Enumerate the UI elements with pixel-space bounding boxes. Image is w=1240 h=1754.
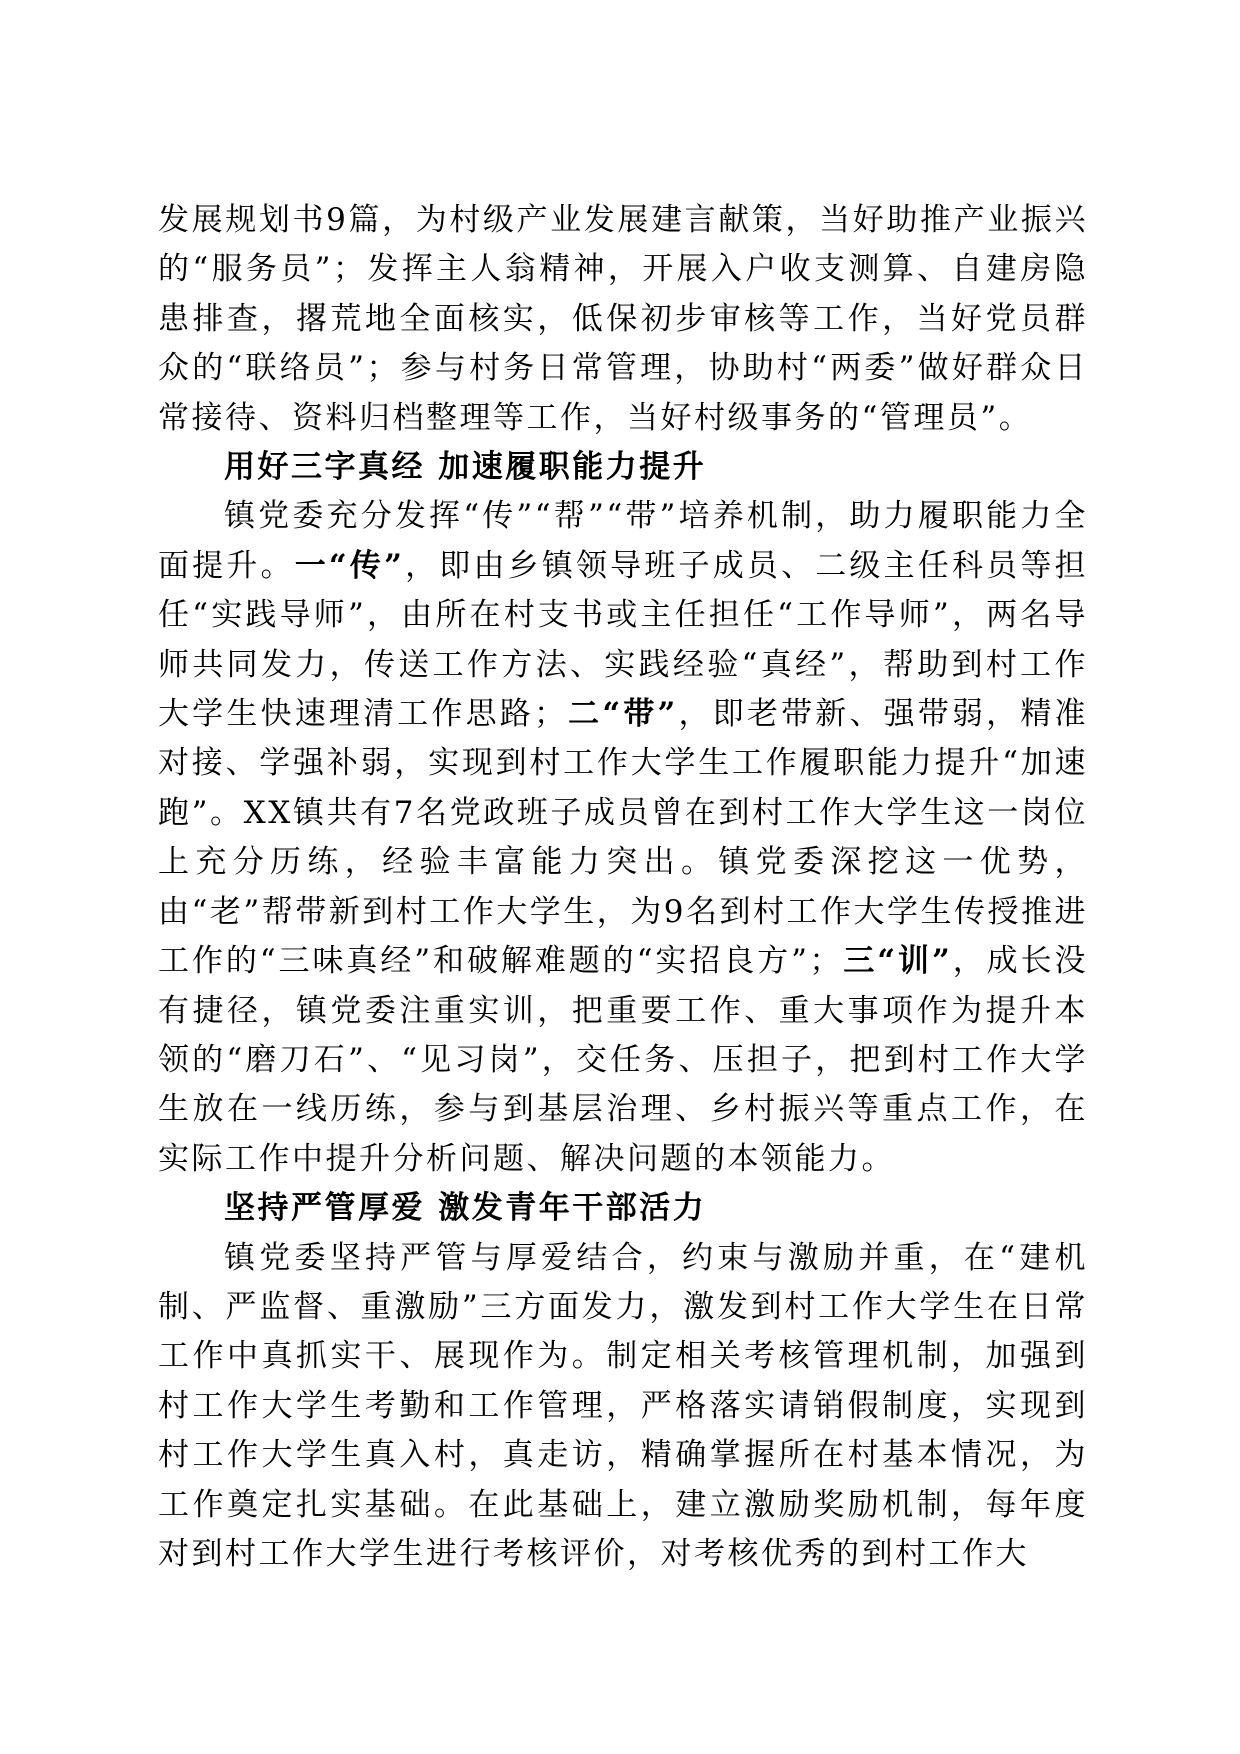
paragraph-mentoring-intro: 镇党委充分发挥“传”“帮”“带”培养机制，助力履职能力全面提升。 <box>158 498 1088 584</box>
bold-keyword-xun: 三“训” <box>842 943 953 980</box>
paragraph-mentoring-text-2: ，即老带新、强带弱，精准对接、学强补弱，实现到村工作大学生工作履职能力提升“加速跑”。XX镇共有7名党政班子成员曾在到村工作大学生这一岗位上充分历练，经验丰富能力突出。镇党委深挖这一优势，由“老”帮带新到村工作大学生，为9名到村工作大学生传授推进工作的“三味真经”和破解难题的“实招良方”； <box>158 696 1089 980</box>
paragraph-mentoring-text-1: ，即由乡镇领导班子成员、二级主任科员等担任“实践导师”，由所在村支书或主任担任“工作导师”，两名导师共同发力，传送工作方法、实践经验“真经”，帮助到村工作大学生快速理清工作思路； <box>158 547 1088 733</box>
bold-keyword-chuan: 一“传” <box>294 547 405 584</box>
paragraph-mentoring <box>158 492 1088 1184</box>
section-heading-three-words: 用好三字真经 加速履职能力提升 <box>224 449 707 486</box>
document-body <box>158 196 1088 1579</box>
paragraph-services: 发展规划书9篇，为村级产业发展建言献策，当好助推产业振兴的“服务员”；发挥主人翁精神，开展入户收支测算、自建房隐患排查，撂荒地全面核实，低保初步审核等工作，当好党员群众的“联络员”；参与村务日常管理，协助村“两委”做好群众日常接待、资料归档整理等工作，当好村级事务的“管理员”。 <box>158 202 1088 436</box>
section-heading-strict-management: 坚持严管厚爱 激发青年干部活力 <box>224 1190 707 1227</box>
paragraph-mentoring-text-3: ，成长没有捷径，镇党委注重实训，把重要工作、重大事项作为提升本领的“磨刀石”、“见习岗”，交任务、压担子，把到村工作大学生放在一线历练，参与到基层治理、乡村振兴等重点工作，在实际工作中提升分析问题、解决问题的本领能力。 <box>158 943 1089 1177</box>
bold-keyword-dai: 二“带” <box>567 696 678 733</box>
paragraph-incentives: 镇党委坚持严管与厚爱结合，约束与激励并重，在“建机制、严监督、重激励”三方面发力，激发到村工作大学生在日常工作中真抓实干、展现作为。制定相关考核管理机制，加强到村工作大学生考勤和工作管理，严格落实请销假制度，实现到村工作大学生真入村，真走访，精确掌握所在村基本情况，为工作奠定扎实基础。在此基础上，建立激励奖励机制，每年度对到村工作大学生进行考核评价，对考核优秀的到村工作大 <box>158 1239 1088 1572</box>
